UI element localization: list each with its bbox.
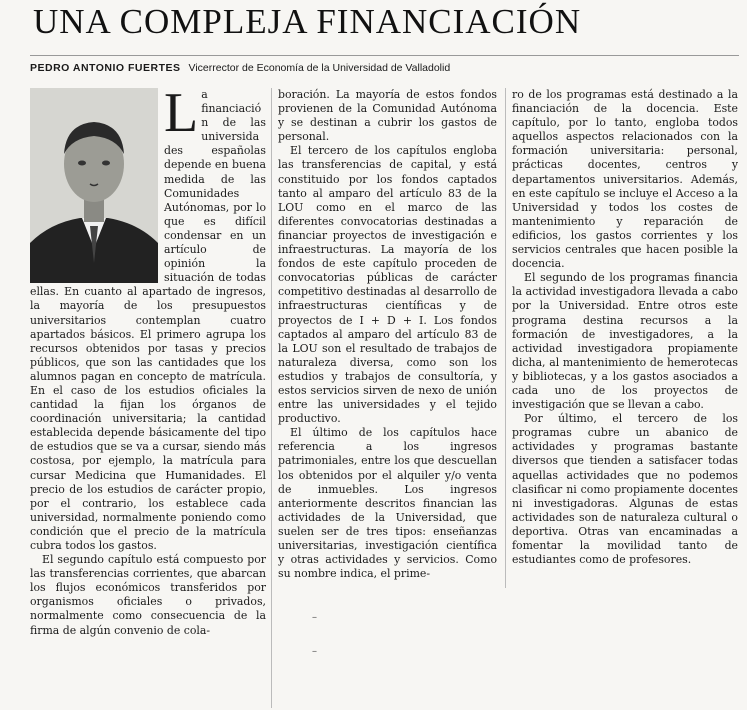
paragraph: boración. La mayoría de estos fondos provienen de la Comunidad Autónoma y se destinan a cubrir los gastos de personal. [278,88,497,144]
paragraph: Por último, el tercero de los programas cubre un abanico de actividades y programas bastante diversos que tienden a satisfacer todas aquellas actividades que no podemos clasificar ni como propiamente docentes ni investigadoras. Algunas de estas actividades son de naturaleza cultural o deportiva. Otras van encaminadas a fomentar la movilidad tanto de estudiantes como de profesores. [512,412,738,567]
byline-author: PEDRO ANTONIO FUERTES [30,62,181,74]
byline-role: Vicerrector de Economía de la Universidad de Valladolid [188,62,451,74]
paragraph: El último de los capítulos hace referencia a los ingresos patrimoniales, entre los que descuellan los obtenidos por el alquiler y/o venta de inmuebles. Los ingresos anteriormente descritos financian las actividades de la Universidad, que suelen ser de tres tipos: enseñanzas universitarias, investigación científica y otras actividades y servicios. Como su nombre indica, el prime- [278,426,497,581]
top-rule [30,55,739,56]
column-divider [271,88,272,708]
author-photo [30,88,158,283]
margin-mark: – [312,612,317,623]
author-portrait-icon [30,88,158,283]
article-column-3 [512,88,738,588]
article-column-1 [30,88,266,706]
byline [30,62,450,74]
article-column-2 [278,88,497,588]
paragraph: ro de los programas está destinado a la financiación de la docencia. Este capítulo, por lo tanto, engloba todos aquellos aspectos relacionados con la formación universitaria: personal, prácticas docentes, centros y departamentos universitarios. Además, en este capítulo se incluye el Acceso a la Universidad y todos los costes de mantenimiento y reparación de edificios, los gastos corrientes y los servicios centrales que hacen posible la docencia. [512,88,738,271]
margin-mark: – [312,646,317,657]
paragraph: El segundo de los programas financia la actividad investigadora llevada a cabo por la Universidad. Entre otros este programa destina recursos a la formación de investigadores, a la actividad investigadora propiamente dicha, al mantenimiento de hemerotecas y bibliotecas, y a los gastos asociados a cada uno de los proyectos de investigación que se llevan a cabo. [512,271,738,412]
paragraph: a financiación de las universidades españolas depende en buena medida de las Comunidades Autónomas, por lo que es difícil condensar en un artículo de opinión la situación de todas ellas. En cuanto al apartado de ingresos, la mayoría de los presupuestos universitarios contemplan cuatro apartados básicos. El primero agrupa los recursos obtenidos por tasas y precios públicos, que son las cantidades que los alumnos pagan en concepto de matrícula. En el caso de los estudios oficiales la cantidad la fijan los órganos de coordinación universitaria; la cantidad establecida depende básicamente del tipo de estudios que se va a cursar, siendo más costosa, por ejemplo, la matrícula para cursar Medicina que Humanidades. El precio de los estudios de carácter propio, por el contrario, los establece cada universidad, normalmente poniendo como condición que el precio de la matrícula cubra todos los gastos. [30,88,266,552]
paragraph: El tercero de los capítulos engloba las transferencias de capital, y está constituido por los fondos captados tanto al amparo del artículo 83 de la LOU como en el marco de las diferentes convocatorias destinadas a financiar proyectos de investigación e infraestructuras. La mayoría de los fondos de este capítulo proceden de convocatorias públicas de carácter competitivo destinadas al desarrollo de infraestructuras científicas y de proyectos de I + D + I. Los fondos captados al amparo del artículo 83 de la LOU son el resultado de trabajos de naturaleza diversa, como son los estudios y trabajos de consultoría, y estos servicios sirven de nexo de unión entre las universidades y el tejido productivo. [278,144,497,426]
margin-marks [312,612,317,680]
paragraph: El segundo capítulo está compuesto por las transferencias corrientes, que abarcan los flujos económicos transferidos por organismos oficiales o privados, normalmente como consecuencia de la firma de algún convenio de cola- [30,553,266,637]
column-divider [505,88,506,588]
headline: UNA COMPLEJA FINANCIACIÓN [33,2,582,41]
drop-cap: L [164,88,199,144]
